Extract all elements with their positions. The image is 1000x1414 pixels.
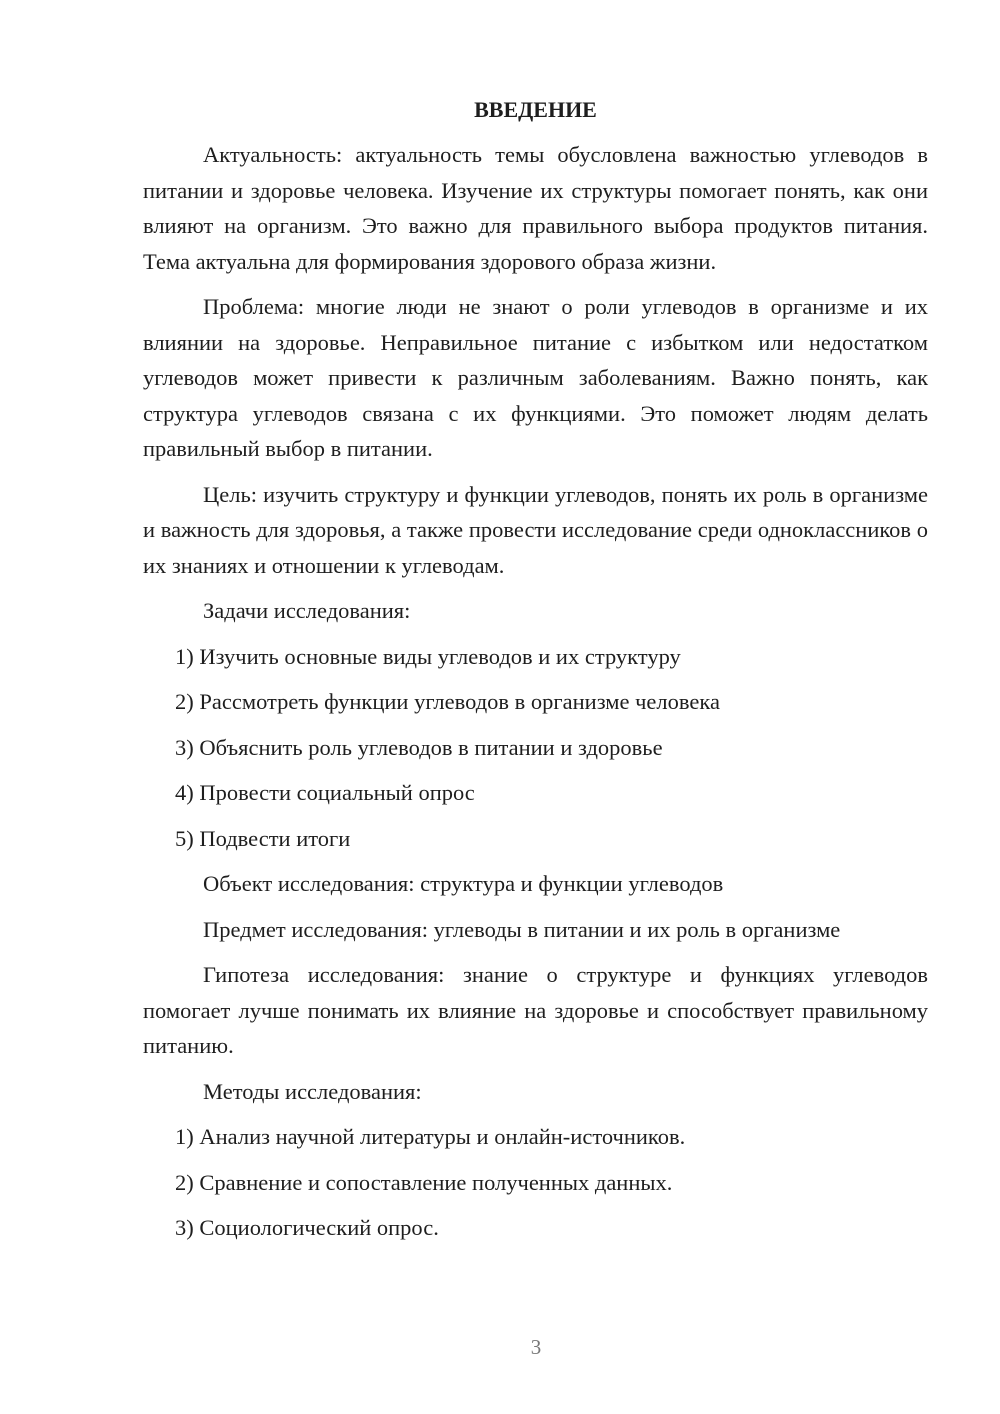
method-item: 2) Сравнение и сопоставление полученных данных. (175, 1169, 673, 1195)
hypothesis-paragraph: Гипотеза исследования: знание о структуре и функциях углеводов помогает лучше понимать их влияние на здоровье и способствует правильному питанию. (143, 962, 928, 1058)
research-object: Объект исследования: структура и функции углеводов (203, 871, 724, 896)
goal-paragraph: Цель: изучить структуру и функции углеводов, понять их роль в организме и важность для здоровья, а также провести исследование среди одноклассников о их знаниях и отношении к углеводам. (143, 481, 928, 578)
method-item: 1) Анализ научной литературы и онлайн-источников. (175, 1124, 686, 1149)
relevance-paragraph: Актуальность: актуальность темы обусловлена важностью углеводов в питании и здоровье человека. Изучение их структуры помогает понять, как они влияют на организм. Это важно для правильного выбора продуктов питания. Тема актуальна для формирования здорового образа жизни. (143, 142, 928, 274)
method-item: 3) Социологический опрос. (175, 1215, 439, 1240)
task-item: 2) Рассмотреть функции углеводов в организме человека (175, 689, 720, 714)
task-item: 4) Провести социальный опрос (175, 780, 475, 805)
tasks-heading: Задачи исследования: (203, 598, 411, 623)
task-item: 5) Подвести итоги (175, 825, 351, 851)
task-item: 1) Изучить основные виды углеводов и их структуру (175, 643, 681, 669)
page-number: 3 (530, 1335, 542, 1359)
page-content (143, 96, 928, 1256)
problem-paragraph: Проблема: многие люди не знают о роли углеводов в организме и их влиянии на здоровье. Неправильное питание с избытком или недостатком углеводов может привести к различным заболеваниям. Важно понять, как структура углеводов связана с их функциями. Это поможет людям делать правильный выбор в питании. (143, 294, 928, 461)
task-item: 3) Объяснить роль углеводов в питании и здоровье (175, 734, 663, 760)
research-subject: Предмет исследования: углеводы в питании и их роль в организме (203, 916, 841, 942)
page-title: ВВЕДЕНИЕ (474, 97, 597, 122)
methods-heading: Методы исследования: (203, 1078, 422, 1104)
